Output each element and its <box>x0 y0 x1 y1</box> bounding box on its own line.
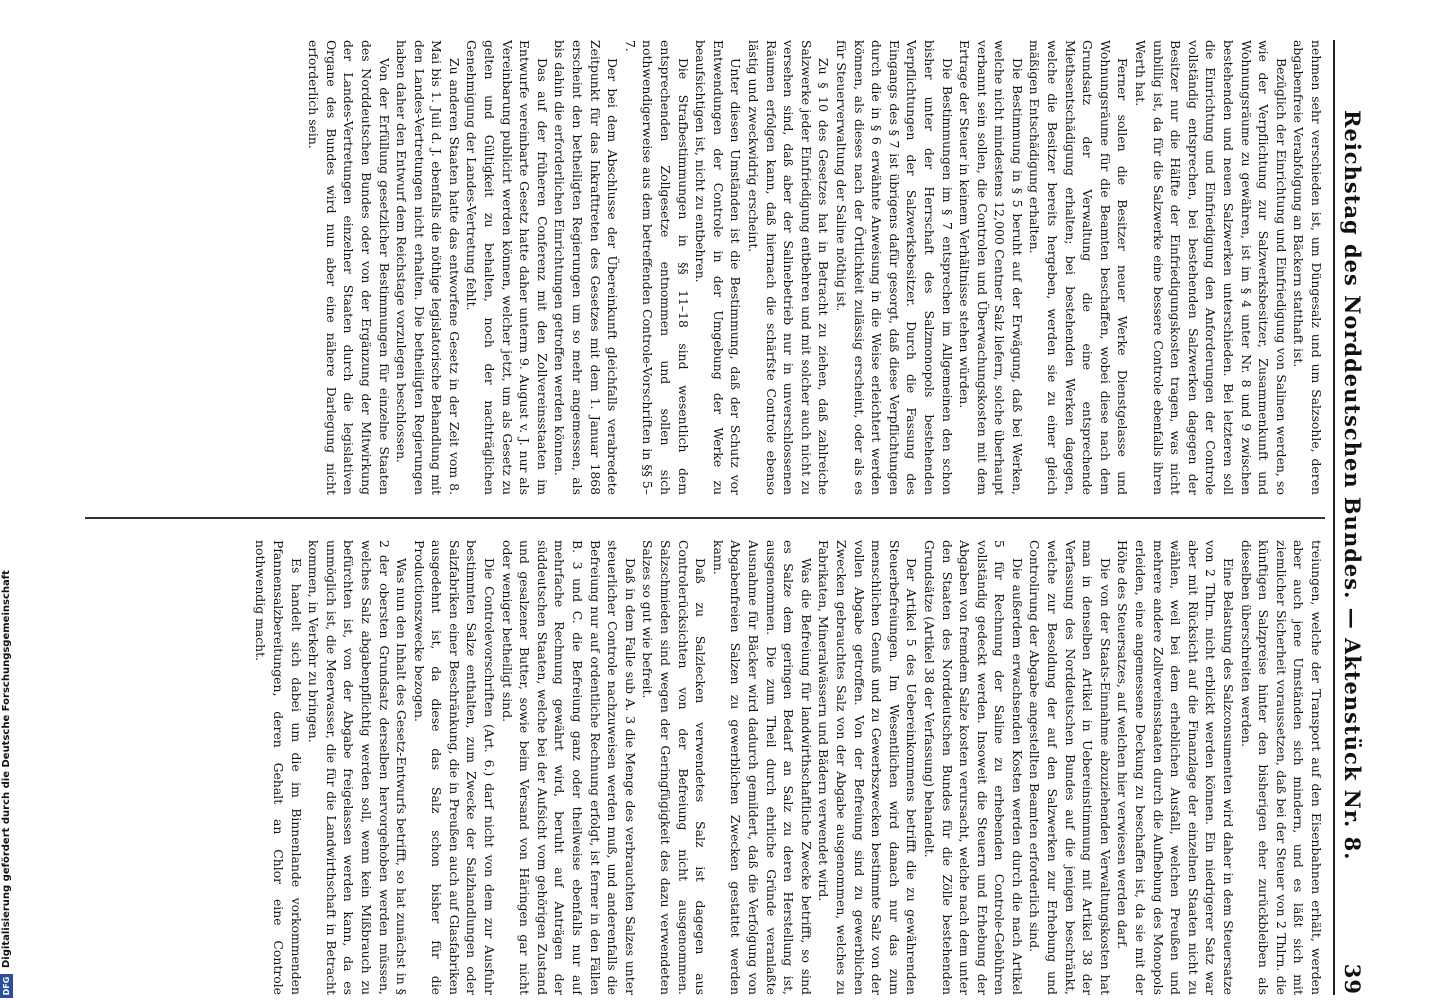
paragraph: Der Artikel 5 des Uebereinkommens betrifft die zu gewährenden Steuerbefreiungen. Im Wesentlichen wird danach nur das zum menschlichen Genuß und zu Gewerbszwecken bestimmte Salz von der vollen Abgabe getroffen. Von der Befreiung sind zu gewerblichen Zwecken gebrauchtes Salz von der Abgabe ausgenommen, welches zu Fabrikaten, Mineralwässern und Bädern verwendet wird. <box>816 540 920 995</box>
paragraph: Das auf der früheren Conferenz mit den Zollvereinsstaaten im Entwurfe vereinbarte Gesetz hatte daher unterm 9. August v. J. nur als Vereinbarung publicirt werden können, welcher jetzt, um als Gesetz zu gelten und Gültigkeit zu behalten, noch der nachträglichen Genehmigung der Landes-Vertretung fehlt. <box>464 40 550 495</box>
left-column <box>85 40 1325 495</box>
paragraph: treiungen, welche der Transport auf den Eisenbahnen erhält, werden aber auch jene Umständen sich mindern, und es läßt sich mit ziemlicher Sicherheit voraussetzen, daß bei der Steuer von 2 Thlrn. die künftigen Salzpreise hinter den bisherigen eher zurückbleiben als dieselben überschreiten werden. <box>1238 540 1324 995</box>
paragraph: Ferner sollen die Besitzer neuer Werke Dienstgelasse und Wohnungsräume für die Beamten beschaffen, wobei diese nach dem Grundsatz der Verwaltung die eine entsprechende Miethsentschädigung erhalten; bei bestehenden Werken dagegen, welche die Besitzer bereits hergeben, werden sie zu einer gleich mäßigen Entschädigung erhalten. <box>1027 40 1131 495</box>
running-title: Reichstag des Norddeutschen Bundes. — Aktenstück Nr. 8. <box>1340 110 1365 861</box>
column-divider <box>85 517 1325 519</box>
paragraph: Eine Belastung des Salzconsumenten wird daher in dem Steuersatze von 2 Thlrn. nicht erblickt werden können. Ein niedrigerer Satz war aber mit Rücksicht auf die Finanzlage der einzelnen Staaten nicht zu wählen, weil bei dem erheblichen Ausfall, welchen Preußen und mehrere andere Zollvereinsstaaten durch die Aufhebung des Monopols erleiden, eine angemessene Deckung zu beschaffen ist, da sie mit der Höhe des Steuersatzes, auf welchen hier verwiesen werden darf. <box>1115 540 1237 995</box>
paragraph: Die von der Staats-Einnahme abzuziehenden Verwaltungskosten hat man in denselben Artikel in Uebereinstimmung mit Artikel 38 der Verfassung des Norddeutschen Bundes auf die jenigen beschränkt, welche zur Besoldung der auf den Salzwerken zur Erhebung und Controlirung der Abgabe angestellten Beamten erforderlich sind. <box>1027 540 1113 995</box>
paragraph: Unter diesen Umständen ist die Bestimmung, daß der Schutz vor Entwendungen der Controle in der Umgebung der Werke zu beaufsichtigen ist, nicht zu entbehren. <box>693 40 744 495</box>
paragraph: Der bei dem Abschlusse der Übereinkunft gleichfalls verabredete Zeitpunkt für das Inkrafttreten des Gesetzes mit dem 1. Januar 1868 erscheint den betheiligten Regierungen um so mehr angemessen, als bis dahin die erforderlichen Einrichtungen getroffen werden können. <box>552 40 621 495</box>
paragraph: Zu anderen Staaten hatte das entworfene Gesetz in der Zeit vom 8. Mai bis 1. Juli d. J. ebenfalls die nöthige legislatorische Behandlung mit den Landes-Vertretungen nicht erhalten. Die betheiligten Regierungen haben daher den Entwurf dem Reichstage vorzulegen beschlossen. <box>394 40 462 495</box>
paragraph: Es handelt sich dabei um die im Binnenlande vorkommenden Pfannensalzbereitungen, deren Gehalt an Chlor eine Controle nothwendig macht. <box>253 540 304 995</box>
paragraph: Von der Erfüllung gesetzlicher Bestimmungen für einzelne Staaten des Norddeutschen Bundes oder von der Ergänzung der Mitwirkung der Landes-Vertretungen einzelner Staaten durch die legislativen Organe des Bundes wird nun aber eine nähere Darlegung nicht erforderlich sein. <box>306 40 392 495</box>
paragraph: nehmen sehr verschieden ist, um Düngesalz und um Salzsohle, deren abgabenfreie Verabfolgung an Bäckern statthaft ist. <box>1291 40 1324 495</box>
paragraph: Bezüglich der Einrichtung und Einfriedigung von Salinen werden, so wie der Verpflichtung zur Salzwerksbesitzer, Zusammenkunft und Wohnungsräume zu gewähren, ist im § 4 unter Nr. 8 und 9 zwischen bestehenden und neuen Salzwerken unterschieden. Bei letzteren soll die Einrichtung und Einfriedigung den Anforderungen der Controle vollständig entsprechen, bei bestehenden Salzwerken dagegen der Besitzer nur die Hälfte der Einfriedigungskosten tragen, was nicht unbillig ist, da für die Salzwerke eine bessere Controle ebenfalls ihren Werth hat. <box>1133 40 1289 495</box>
paragraph: Was nun den Inhalt des Gesetz-Entwurfs betrifft, so hat zunächst in § 2 der obersten Grundsatz derselben hervorgehoben werden müssen, welches Salz abgabenpflichtig werden soll, wenn kein Mißbrauch zu befürchten ist, von der Abgabe freigelassen werden kann, da es unmöglich ist, die Meerwasser, die für die Landwirthschaft in Betracht kommen, in Verkehr zu bringen. <box>306 540 410 995</box>
paragraph: Daß zu Salzlecken verwendetes Salz ist dagegen aus Controlerücksichten von der Befreiung nicht ausgenommen. Salzschmieden sind wegen der Geringfügigkeit des dazu verwendeten Salzes so gut wie befreit. <box>640 540 709 995</box>
paragraph: Zu § 10 des Gesetzes hat in Betracht zu ziehen, daß zahlreiche Salzwerke jeder Einfriedigung entbehren und mit solcher auch nicht zu versehen sind, daß aber der Salinebetrieb nur in unverschlossenen Räumen erfolgen kann, daß hiernach die schärfste Controle ebenso lästig und zweckwidrig erscheint. <box>746 40 832 495</box>
paragraph: Daß in dem Falle sub A. 3 die Menge des verbrauchten Salzes unter steuerlicher Controle nachzuweisen werden muß, und anderenfalls die Befreiung nur auf ordentliche Rechnung erfolgt, ist ferner in den Fällen B. 3 und C. die Befreiung ganz oder theilweise ebenfalls nur auf mehrfache Rechnung gewährt wird, beruht auf Anträgen der süddeutschen Staaten, welche bei der Aufsicht vom gehörigen Zustand und gesalzener Butter, sowie beim Versand von Häringen gar nicht oder weniger betheiligt sind. <box>499 540 638 995</box>
right-column <box>85 540 1325 995</box>
header-rule <box>1333 40 1335 995</box>
dfg-logo: DFG <box>0 974 13 998</box>
rotated-page-content <box>75 40 1365 995</box>
paragraph: Die Bestimmungen im § 7 entsprechen im Allgemeinen den schon bisher unter der Herrschaft des Salzmonopols bestehenden Verpflichtungen der Salzwerksbesitzer. Durch die Fassung des Eingangs des § 7 ist übrigens dafür gesorgt, daß diese Verpflichtungen durch die in § 6 erwähnte Anweisung in die Weise erleichtert werden können, als dieses nach der Örtlichkeit zulässig erscheint, oder als es für Steuerverwaltung der Saline nöthig ist. <box>833 40 955 495</box>
paragraph: Die außerdem erwachsenden Kosten werden durch die nach Artikel 5 für Rechnung der Saline zu erhebenden Controle-Gebühren vollständig gedeckt werden. Insoweit die Steuern und Erhebung der Abgaben von fremdem Salze kosten verursacht, welche nach dem unter den Staaten des Norddeutschen Bundes für die Zölle bestehenden Grundsätze (Artikel 38 der Verfassung) behandelt. <box>921 540 1025 995</box>
footer <box>0 0 14 1000</box>
digitization-credit: Digitalisierung gefördert durch die Deutsche Forschungsgemeinschaft <box>1 570 12 968</box>
paragraph: Die Controlevorschriften (Art. 6.) darf nicht von dem zur Ausfuhr bestimmten Salze enthalten, zum Zwecke der Salzhandlungen oder Salzfabriken einer Beschränkung, die in Preußen auch auf Glasfabriken ausgedehnt ist, da diese das Salz schon bisher für die Productionszwecke bezogen. <box>411 540 498 995</box>
page-number: 39 <box>1340 963 1365 995</box>
paragraph: Die Bestimmung in § 5 beruht auf der Erwägung, daß bei Werken, welche nicht mindestens 12,000 Centner Salz liefern, solche überhaupt verbannt sein sollen, die Controlen und Überwachungskosten mit dem Ertrage der Steuer in keinem Verhältnisse stehen würden. <box>957 40 1025 495</box>
page-header <box>1339 40 1365 995</box>
paragraph: Die Strafbestimmungen in §§ 11–18 sind wesentlich dem entsprechenden Zollgesetze entnommen und sollen sich nothwendigerweise aus dem betreffenden Controle-Vorschriften in §§ 5–7. <box>622 40 691 495</box>
paragraph: Was die Befreiung für landwirthschaftliche Zwecke betrifft, so sind es Salze dem geringen Bedarf an Salz zu deren Herstellung ist, ausgenommen. Die zum Theil durch ehrliche Gründe veranlaßte Ausnahme für Bäcker wird dadurch gemildert, daß die Verfolgung von Abgabenfreien Salzen zu gewerblichen Zwecken gestattet werden kann. <box>710 540 814 995</box>
